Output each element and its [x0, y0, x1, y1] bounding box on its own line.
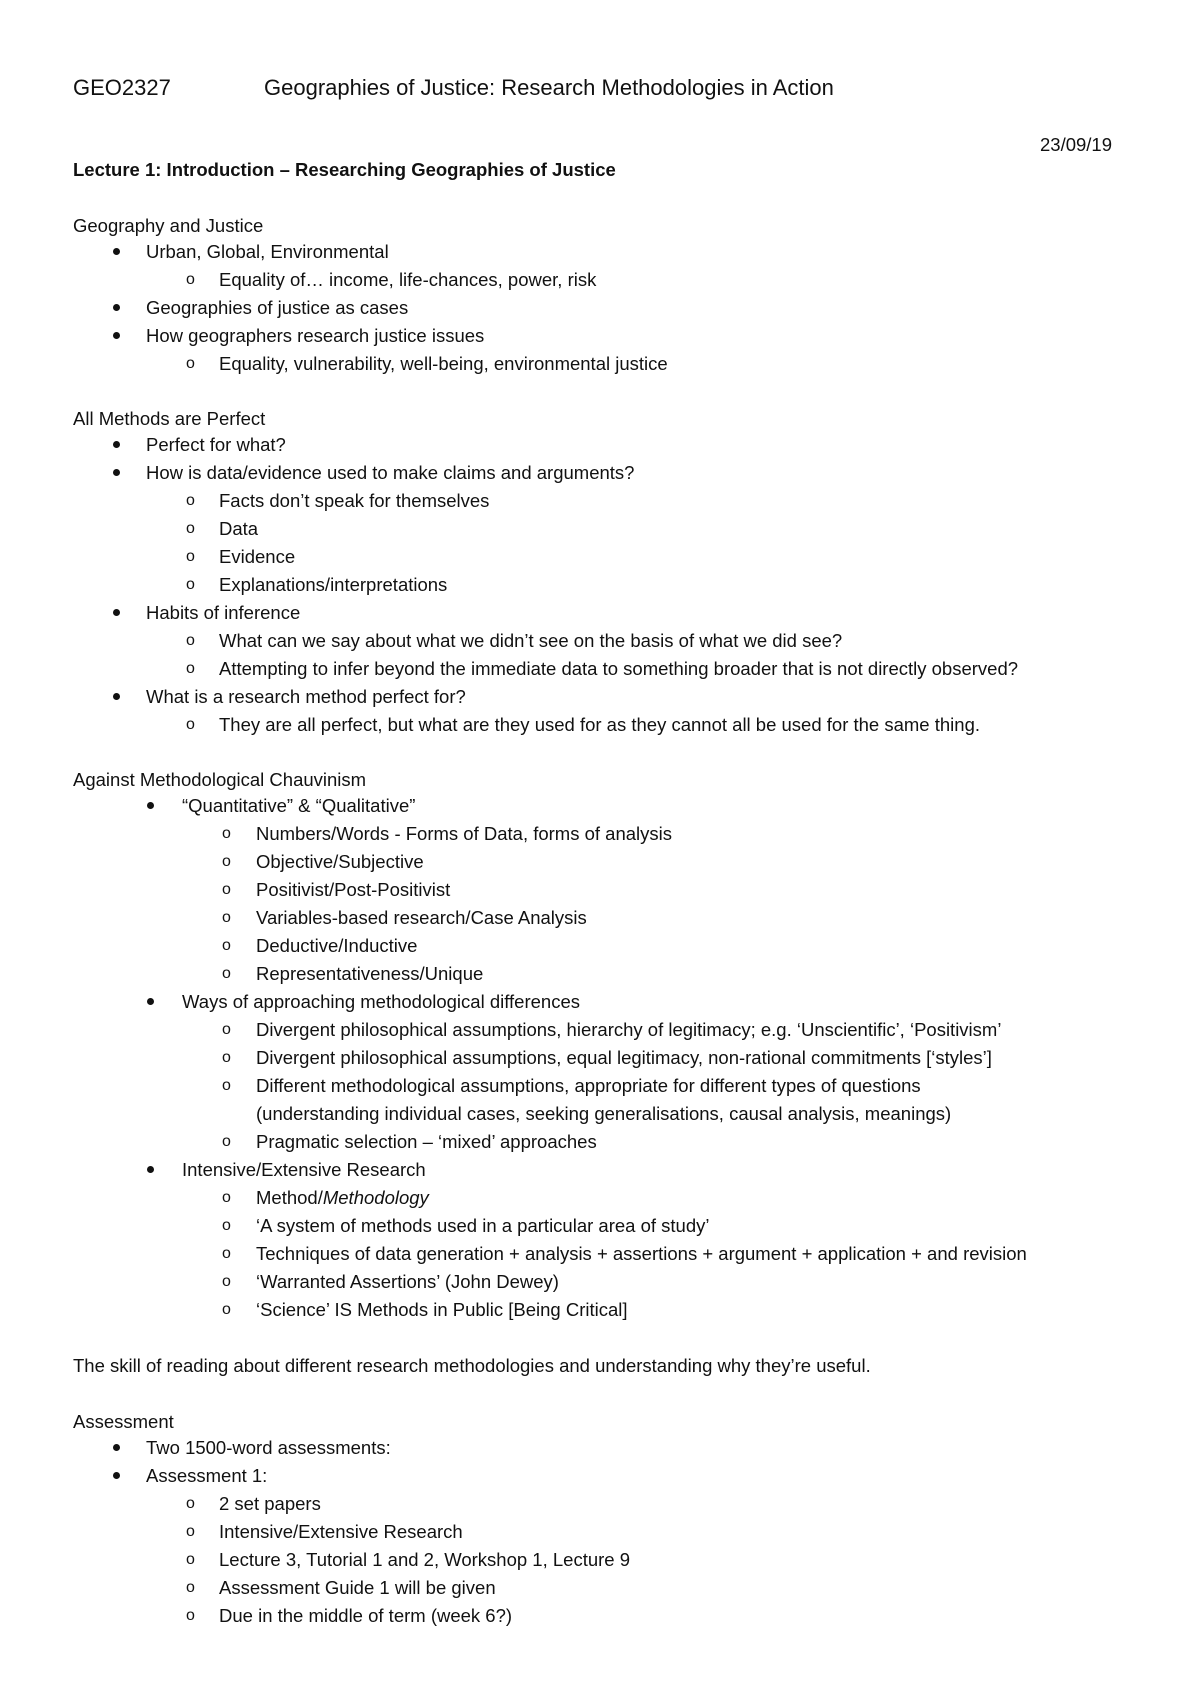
- sub-bullet-icon: o: [222, 881, 231, 898]
- sub-bullet-icon: o: [186, 548, 195, 565]
- sub-bullet-icon: o: [222, 1133, 231, 1150]
- list-item: Equality of… income, life-chances, power, risk: [219, 269, 597, 290]
- list-item: Different methodological assumptions, appropriate for different types of questions: [256, 1075, 921, 1096]
- sub-bullet-icon: o: [186, 1495, 195, 1512]
- sub-bullet-icon: o: [222, 1245, 231, 1262]
- bullet-icon: [113, 693, 120, 700]
- list-item: Equality, vulnerability, well-being, environmental justice: [219, 353, 668, 374]
- date: 23/09/19: [1040, 134, 1113, 155]
- bullet-icon: [113, 441, 120, 448]
- bullet-icon: [113, 304, 120, 311]
- bullet-icon: [113, 1444, 120, 1451]
- list-item: Ways of approaching methodological differences: [182, 991, 580, 1012]
- sub-bullet-icon: o: [222, 853, 231, 870]
- sub-bullet-icon: o: [186, 632, 195, 649]
- list-item: ‘Warranted Assertions’ (John Dewey): [256, 1271, 559, 1292]
- list-item: Explanations/interpretations: [219, 574, 448, 595]
- list-item: Intensive/Extensive Research: [182, 1159, 426, 1180]
- bullet-icon: [147, 802, 154, 809]
- list-item: Two 1500-word assessments:: [146, 1437, 391, 1458]
- section-heading: All Methods are Perfect: [73, 408, 266, 429]
- list-item: Divergent philosophical assumptions, hierarchy of legitimacy; e.g. ‘Unscientific’, ‘Positivism’: [256, 1019, 1002, 1040]
- list-item: Assessment Guide 1 will be given: [219, 1577, 496, 1598]
- list-item: Representativeness/Unique: [256, 963, 484, 984]
- sub-bullet-icon: o: [222, 937, 231, 954]
- list-item: Attempting to infer beyond the immediate data to something broader that is not directly observed?: [219, 658, 1019, 679]
- bullet-icon: [113, 469, 120, 476]
- skill-note: The skill of reading about different research methodologies and understanding why they’re useful.: [73, 1355, 871, 1376]
- list-item: Assessment 1:: [146, 1465, 268, 1486]
- list-item: Techniques of data generation + analysis + assertions + argument + application + and revision: [256, 1243, 1027, 1264]
- section-heading: Assessment: [73, 1411, 174, 1432]
- sub-bullet-icon: o: [222, 1021, 231, 1038]
- sub-bullet-icon: o: [186, 355, 195, 372]
- bullet-icon: [113, 332, 120, 339]
- section-heading: Against Methodological Chauvinism: [73, 769, 367, 790]
- lecture-title: Lecture 1: Introduction – Researching Geographies of Justice: [73, 159, 616, 180]
- list-item: Perfect for what?: [146, 434, 286, 455]
- list-item: [256, 1186, 429, 1210]
- list-item: Geographies of justice as cases: [146, 297, 409, 318]
- list-item: How is data/evidence used to make claims and arguments?: [146, 462, 635, 483]
- list-item: Due in the middle of term (week 6?): [219, 1605, 513, 1626]
- sub-bullet-icon: o: [186, 1551, 195, 1568]
- sub-bullet-icon: o: [222, 965, 231, 982]
- bullet-icon: [113, 1472, 120, 1479]
- list-item: Numbers/Words - Forms of Data, forms of analysis: [256, 823, 673, 844]
- list-item: Objective/Subjective: [256, 851, 424, 872]
- sub-bullet-icon: o: [186, 1579, 195, 1596]
- sub-bullet-icon: o: [222, 909, 231, 926]
- list-item: Deductive/Inductive: [256, 935, 418, 956]
- sub-bullet-icon: o: [222, 1189, 231, 1206]
- sub-bullet-icon: o: [186, 271, 195, 288]
- list-item: ‘Science’ IS Methods in Public [Being Critical]: [256, 1299, 628, 1320]
- list-item: ‘A system of methods used in a particular area of study’: [256, 1215, 710, 1236]
- sub-bullet-icon: o: [186, 492, 195, 509]
- list-item: Facts don’t speak for themselves: [219, 490, 490, 511]
- list-item: Positivist/Post-Positivist: [256, 879, 451, 900]
- list-item: Intensive/Extensive Research: [219, 1521, 463, 1542]
- sub-bullet-icon: o: [186, 660, 195, 677]
- list-item: 2 set papers: [219, 1493, 321, 1514]
- course-code: GEO2327: [73, 75, 171, 100]
- list-item: Habits of inference: [146, 602, 301, 623]
- list-item-continuation: (understanding individual cases, seeking generalisations, causal analysis, meanings): [256, 1103, 952, 1124]
- list-item: Pragmatic selection – ‘mixed’ approaches: [256, 1131, 597, 1152]
- sub-bullet-icon: o: [186, 1523, 195, 1540]
- list-item: How geographers research justice issues: [146, 325, 485, 346]
- sub-bullet-icon: o: [222, 1077, 231, 1094]
- section-heading: Geography and Justice: [73, 215, 264, 236]
- list-item: What can we say about what we didn’t see on the basis of what we did see?: [219, 630, 843, 651]
- sub-bullet-icon: o: [186, 576, 195, 593]
- sub-bullet-icon: o: [186, 716, 195, 733]
- list-item: Divergent philosophical assumptions, equal legitimacy, non-rational commitments [‘styles’]: [256, 1047, 992, 1068]
- course-title: Geographies of Justice: Research Methodologies in Action: [264, 75, 834, 100]
- sub-bullet-icon: o: [222, 1049, 231, 1066]
- list-item: Urban, Global, Environmental: [146, 241, 389, 262]
- list-item: Lecture 3, Tutorial 1 and 2, Workshop 1, Lecture 9: [219, 1549, 631, 1570]
- sub-bullet-icon: o: [222, 825, 231, 842]
- bullet-icon: [147, 998, 154, 1005]
- list-item: Evidence: [219, 546, 296, 567]
- sub-bullet-icon: o: [222, 1217, 231, 1234]
- methodology-text: Methodology: [322, 1187, 429, 1208]
- method-text: Method/: [256, 1187, 323, 1208]
- list-item: What is a research method perfect for?: [146, 686, 466, 707]
- sub-bullet-icon: o: [222, 1301, 231, 1318]
- sub-bullet-icon: o: [222, 1273, 231, 1290]
- list-item: Variables-based research/Case Analysis: [256, 907, 587, 928]
- bullet-icon: [113, 609, 120, 616]
- list-item: “Quantitative” & “Qualitative”: [182, 795, 416, 816]
- bullet-icon: [113, 248, 120, 255]
- sub-bullet-icon: o: [186, 1607, 195, 1624]
- list-item: They are all perfect, but what are they used for as they cannot all be used for the same thing.: [219, 714, 980, 735]
- list-item: Data: [219, 518, 259, 539]
- sub-bullet-icon: o: [186, 520, 195, 537]
- bullet-icon: [147, 1166, 154, 1173]
